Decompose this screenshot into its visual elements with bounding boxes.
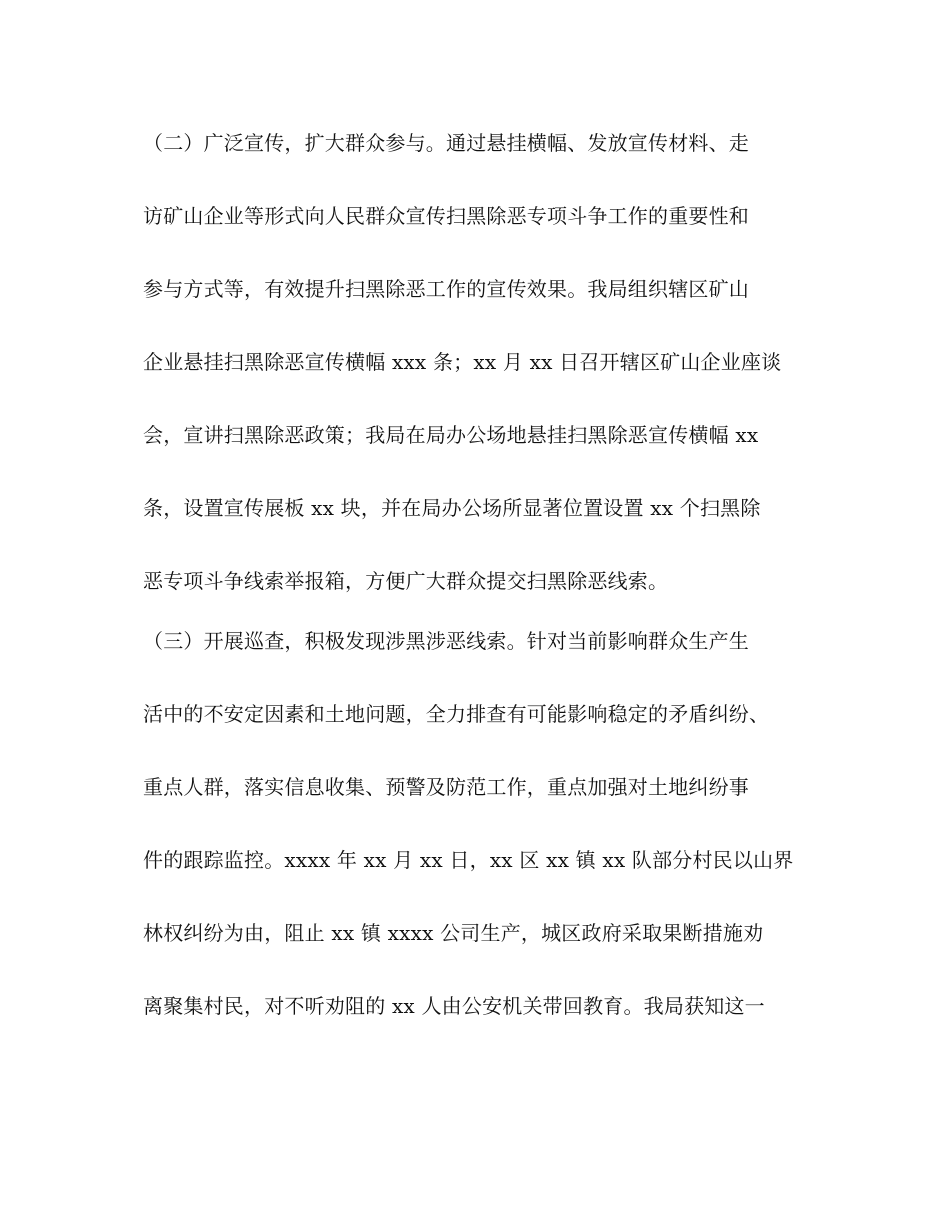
text-line: 离聚集村民，对不听劝阻的 xx 人由公安机关带回教育。我局获知这一 bbox=[143, 994, 765, 1018]
text-line: （三）开展巡查，积极发现涉黑涉恶线索。针对当前影响群众生产生 bbox=[143, 629, 749, 653]
text-line: 会，宣讲扫黑除恶政策；我局在局办公场地悬挂扫黑除恶宣传横幅 xx bbox=[143, 423, 759, 447]
text-line: 活中的不安定因素和土地问题，全力排查有可能影响稳定的矛盾纠纷、 bbox=[143, 702, 770, 726]
text-line: 件的跟踪监控。xxxx 年 xx 月 xx 日，xx 区 xx 镇 xx 队部分村民以山界 bbox=[143, 848, 794, 872]
text-line: 访矿山企业等形式向人民群众宣传扫黑除恶专项斗争工作的重要性和 bbox=[143, 204, 749, 228]
text-line: 参与方式等，有效提升扫黑除恶工作的宣传效果。我局组织辖区矿山 bbox=[143, 277, 749, 301]
text-line: （二）广泛宣传，扩大群众参与。通过悬挂横幅、发放宣传材料、走 bbox=[143, 131, 749, 155]
text-line: 企业悬挂扫黑除恶宣传横幅 xxx 条；xx 月 xx 日召开辖区矿山企业座谈 bbox=[143, 350, 782, 374]
text-line: 重点人群，落实信息收集、预警及防范工作，重点加强对土地纠纷事 bbox=[143, 775, 749, 799]
text-line: 条，设置宣传展板 xx 块，并在局办公场所显著位置设置 xx 个扫黑除 bbox=[143, 496, 761, 520]
text-line: 恶专项斗争线索举报箱，方便广大群众提交扫黑除恶线索。 bbox=[143, 569, 669, 593]
text-line: 林权纠纷为由，阻止 xx 镇 xxxx 公司生产，城区政府采取果断措施劝 bbox=[143, 921, 764, 945]
